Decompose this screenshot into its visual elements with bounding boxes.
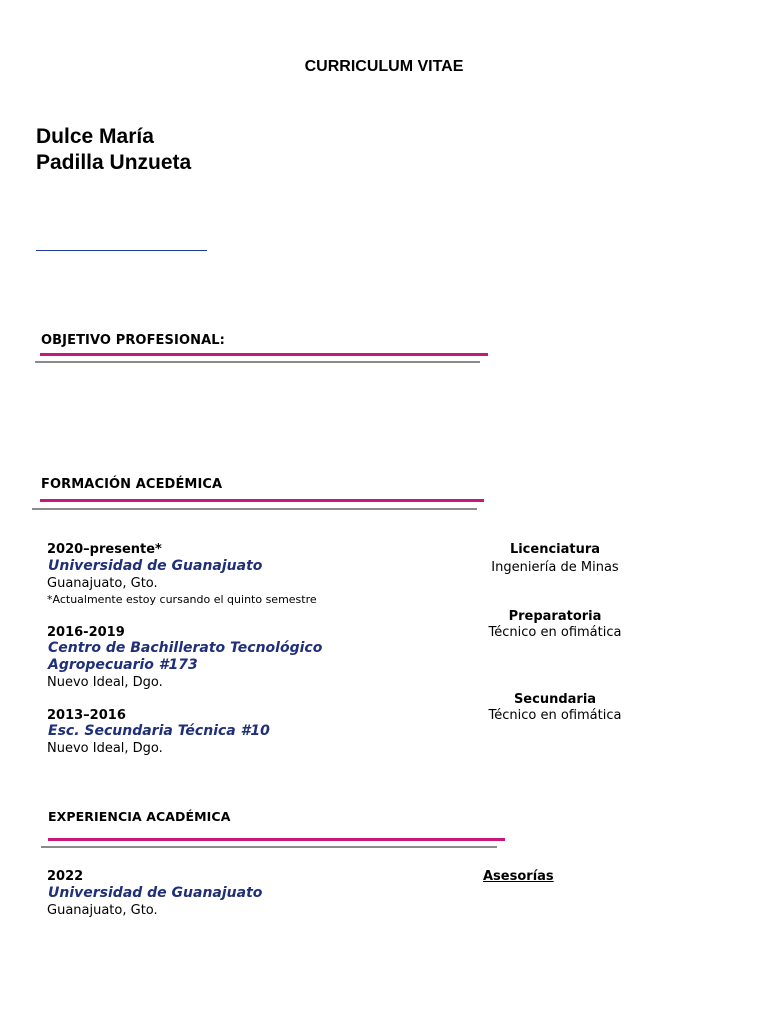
experiencia-entry-year: 2022 (47, 869, 84, 884)
experiencia-gray-rule (41, 846, 497, 848)
document-title: CURRICULUM VITAE (304, 58, 464, 75)
formacion-gray-rule (32, 508, 477, 510)
experiencia-entry-place: Guanajuato, Gto. (47, 903, 158, 918)
formacion-entry-institution: Universidad de Guanajuato (48, 558, 263, 574)
formacion-entry-institution: Centro de Bachillerato Tecnológico (48, 640, 323, 656)
formacion-entry-institution-cont: Agropecuario #173 (48, 657, 198, 673)
formacion-entry-place: Nuevo Ideal, Dgo. (47, 741, 163, 756)
formacion-entry-program: Ingeniería de Minas (491, 560, 619, 575)
formacion-entry-place: Guanajuato, Gto. (47, 576, 158, 591)
name-first-line: Dulce María (36, 125, 154, 148)
formacion-entry-years: 2020–presente* (47, 542, 162, 557)
formacion-entry-program: Técnico en ofimática (488, 708, 622, 723)
formacion-entry-years: 2013–2016 (47, 708, 126, 723)
experiencia-accent-rule (48, 838, 505, 841)
experiencia-heading: EXPERIENCIA ACADÉMICA (48, 809, 231, 824)
formacion-entry-program: Técnico en ofimática (488, 625, 622, 640)
experiencia-entry-role: Asesorías (483, 869, 554, 884)
objetivo-accent-rule (40, 353, 488, 356)
formacion-entry-years: 2016-2019 (47, 625, 125, 640)
formacion-entry-level: Secundaria (513, 692, 597, 707)
experiencia-entry-institution: Universidad de Guanajuato (48, 885, 263, 901)
contact-link-underline[interactable] (36, 250, 207, 251)
formacion-heading: FORMACIÓN ACEDÉMICA (41, 477, 223, 492)
formacion-accent-rule (40, 499, 484, 502)
formacion-entry-place: Nuevo Ideal, Dgo. (47, 675, 163, 690)
name-second-line: Padilla Unzueta (36, 151, 192, 174)
formacion-entry-level: Licenciatura (509, 542, 601, 557)
objetivo-gray-rule (35, 361, 480, 363)
formacion-entry-note: *Actualmente estoy cursando el quinto semestre (47, 593, 317, 606)
formacion-entry-institution: Esc. Secundaria Técnica #10 (48, 723, 270, 739)
formacion-entry-level: Preparatoria (508, 609, 602, 624)
objetivo-heading: OBJETIVO PROFESIONAL: (41, 333, 225, 348)
